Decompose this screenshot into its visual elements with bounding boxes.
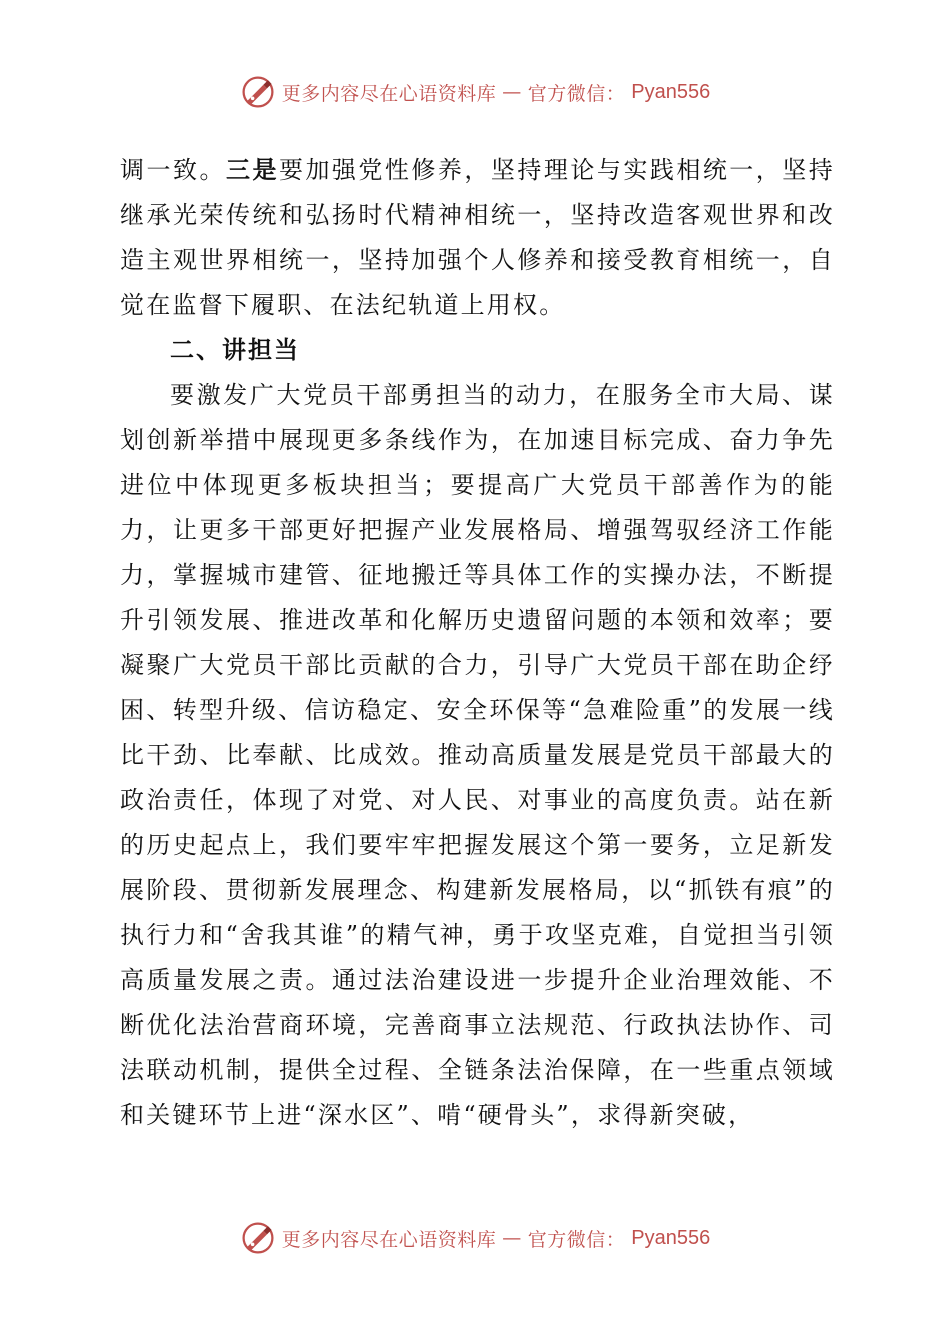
paragraph-1-start: 调一致。 (120, 156, 226, 184)
paragraph-2: 要激发广大党员干部勇担当的动力，在服务全市大局、谋划创新举措中展现更多条线作为，在加速目标完成、奋力争先进位中体现更多板块担当；要提高广大党员干部善作为的能力，让更多干部更好把握产业发展格局、增强驾驭经济工作能力，掌握城市建管、征地搬迁等具体工作的实操办法，不断提升引领发展、推进改革和化解历史遗留问题的本领和效率；要凝聚广大党员干部比贡献的合力，引导广大党员干部在助企纾困、转型升级、信访稳定、安全环保等“急难险重”的发展一线比干劲、比奉献、比成效。推动高质量发展是党员干部最大的政治责任，体现了对党、对人民、对事业的高度负责。站在新的历史起点上，我们要牢牢把握发展这个第一要务，立足新发展阶段、贯彻新发展理念、构建新发展格局，以“抓铁有痕”的执行力和“舍我其谁”的精气神，勇于攻坚克难，自觉担当引领高质量发展之责。通过法治建设进一步提升企业治理效能、不断优化法治营商环境，完善商事立法规范、行政执法协作、司法联动机制，提供全过程、全链条法治保障，在一些重点领域和关键环节上进“深水区”、啃“硬骨头”，求得新突破， (120, 381, 835, 1129)
header-banner (0, 70, 950, 114)
pen-nib-logo-icon (240, 1220, 276, 1256)
header-banner-id: Pyan556 (631, 80, 711, 103)
paragraph-1 (120, 148, 835, 328)
header-banner-separator: — (502, 81, 522, 103)
header-banner-contact: 官方微信： (527, 82, 626, 105)
footer-banner-id: Pyan556 (631, 1226, 711, 1249)
section-heading: 二、讲担当 (170, 336, 300, 364)
footer-banner (0, 1216, 950, 1260)
footer-banner-separator: — (502, 1227, 522, 1249)
document-body (120, 148, 835, 1138)
paragraph-1-rest: 要加强党性修养，坚持理论与实践相统一，坚持继承光荣传统和弘扬时代精神相统一，坚持改造客观世界和改造主观世界相统一，坚持加强个人修养和接受教育相统一，自觉在监督下履职、在法纪轨道上用权。 (120, 156, 835, 319)
footer-banner-text: 更多内容尽在心语资料库 (281, 1228, 497, 1251)
footer-banner-contact: 官方微信： (527, 1228, 626, 1251)
header-banner-text: 更多内容尽在心语资料库 (281, 82, 497, 105)
pen-nib-logo-icon (240, 74, 276, 110)
paragraph-1-emphasis: 三是 (225, 156, 279, 184)
